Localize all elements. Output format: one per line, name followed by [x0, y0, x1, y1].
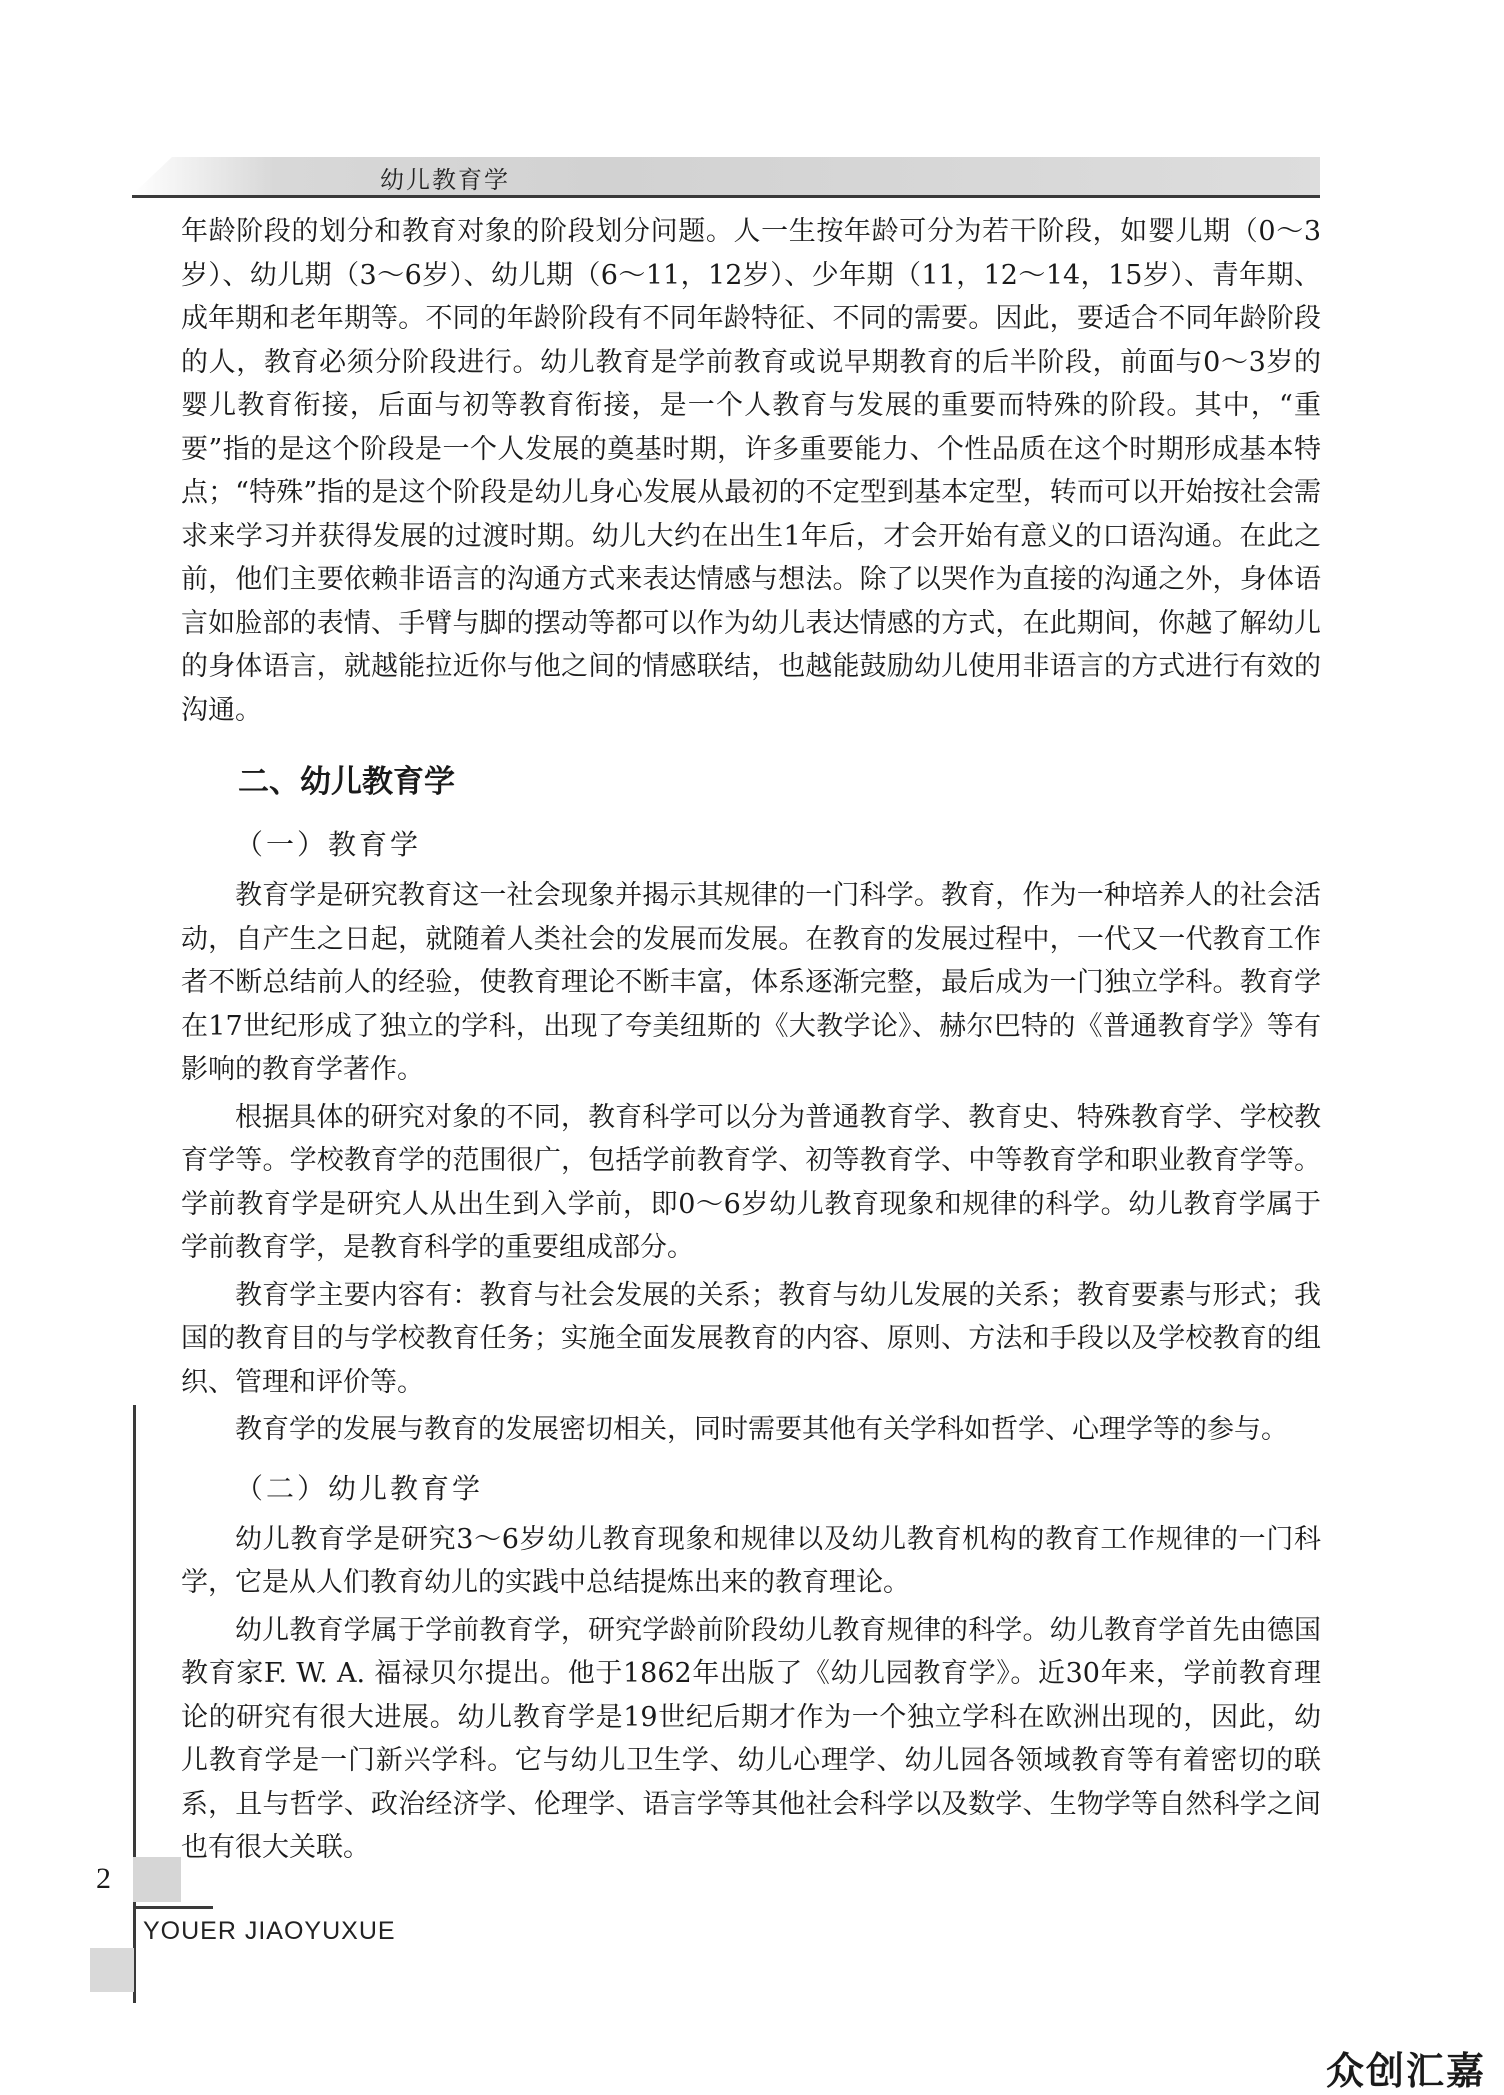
folio-grey-square [90, 1948, 134, 1992]
watermark: 众创汇嘉 [1326, 2049, 1487, 2093]
footer-vertical-rule [133, 1405, 136, 2003]
paragraph-2: 教育学是研究教育这一社会现象并揭示其规律的一门科学。教育，作为一种培养人的社会活动，自产生之日起，就随着人类社会的发展而发展。在教育的发展过程中，一代又一代教育工作者不断总结前人的经验，使教育理论不断丰富，体系逐渐完整，最后成为一门独立学科。教育学在17世纪形成了独立的学科，出现了夸美纽斯的《大教学论》、赫尔巴特的《普通教育学》等有影响的教育学著作。 [181, 880, 1321, 1085]
paragraph-7: 幼儿教育学属于学前教育学，研究学龄前阶段幼儿教育规律的科学。幼儿教育学首先由德国教育家F. W. A. 福禄贝尔提出。他于1862年出版了《幼儿园教育学》。近30年来，学前教育理论的研究有很大进展。幼儿教育学是19世纪后期才作为一个独立学科在欧洲出现的，因此，幼儿教育学是一门新兴学科。它与幼儿卫生学、幼儿心理学、幼儿园各领域教育等有着密切的联系，且与哲学、政治经济学、伦理学、语言学等其他社会科学以及数学、生物学等自然科学之间也有很大关联。 [181, 1614, 1321, 1863]
subsection-heading-2: （二）幼儿教育学 [235, 1471, 484, 1505]
paragraph-1: 年龄阶段的划分和教育对象的阶段划分问题。人一生按年龄可分为若干阶段，如婴儿期（0～3岁）、幼儿期（3～6岁）、幼儿期（6～11，12岁）、少年期（11，12～14，15岁）、青年期、成年期和老年期等。不同的年龄阶段有不同年龄特征、不同的需要。因此，要适合不同年龄阶段的人，教育必须分阶段进行。幼儿教育是学前教育或说早期教育的后半阶段，前面与0～3岁的婴儿教育衔接，后面与初等教育衔接，是一个人教育与发展的重要而特殊的阶段。其中，“重要”指的是这个阶段是一个人发展的奠基时期，许多重要能力、个性品质在这个时期形成基本特点；“特殊”指的是这个阶段是幼儿身心发展从最初的不定型到基本定型，转而可以开始按社会需求来学习并获得发展的过渡时期。幼儿大约在出生1年后，才会开始有意义的口语沟通。在此之前，他们主要依赖非语言的沟通方式来表达情感与想法。除了以哭作为直接的沟通之外，身体语言如脸部的表情、手臂与脚的摆动等都可以作为幼儿表达情感的方式，在此期间，你越了解幼儿的身体语言，就越能拉近你与他之间的情感联结，也越能鼓励幼儿使用非语言的方式进行有效的沟通。 [181, 216, 1321, 726]
running-header-title: 幼儿教育学 [380, 166, 510, 194]
page-number: 2 [96, 1862, 111, 1895]
paragraph-5: 教育学的发展与教育的发展密切相关，同时需要其他有关学科如哲学、心理学等的参与。 [235, 1414, 1288, 1445]
folio-grey-box [133, 1857, 181, 1902]
section-heading: 二、幼儿教育学 [238, 764, 455, 800]
subsection-heading-1: （一）教育学 [235, 828, 422, 861]
page-body [181, 210, 1321, 1870]
header-rule [132, 195, 1320, 198]
running-footer-text: YOUER JIAOYUXUE [143, 1917, 396, 1945]
paragraph-4: 教育学主要内容有：教育与社会发展的关系；教育与幼儿发展的关系；教育要素与形式；我国的教育目的与学校教育任务；实施全面发展教育的内容、原则、方法和手段以及学校教育的组织、管理和评价等。 [181, 1279, 1321, 1398]
header-band [132, 157, 1320, 195]
paragraph-6: 幼儿教育学是研究3～6岁幼儿教育现象和规律以及幼儿教育机构的教育工作规律的一门科学，它是从人们教育幼儿的实践中总结提炼出来的教育理论。 [181, 1523, 1321, 1598]
paragraph-3: 根据具体的研究对象的不同，教育科学可以分为普通教育学、教育史、特殊教育学、学校教育学等。学校教育学的范围很广，包括学前教育学、初等教育学、中等教育学和职业教育学等。学前教育学是研究人从出生到入学前，即0～6岁幼儿教育现象和规律的科学。幼儿教育学属于学前教育学，是教育科学的重要组成部分。 [181, 1101, 1321, 1263]
folio-rule [133, 1906, 213, 1909]
